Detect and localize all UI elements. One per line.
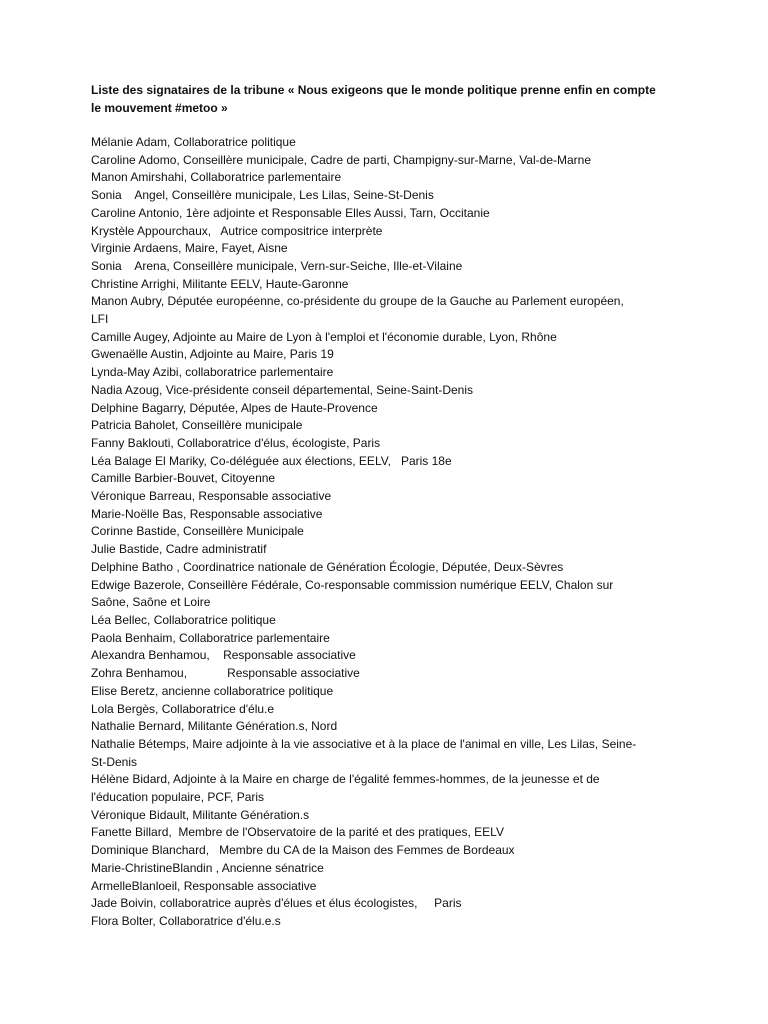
signatory-list [91, 134, 691, 931]
signatory-line: Sonia Arena, Conseillère municipale, Vern-sur-Seiche, Ille-et-Vilaine [91, 258, 463, 273]
signatory-line: Véronique Bidault, Militante Génération.s [91, 807, 310, 822]
signatory-line: Hélène Bidard, Adjointe à la Maire en charge de l'égalité femmes-hommes, de la jeunesse et de [91, 772, 600, 787]
signatory-line: St-Denis [91, 754, 138, 769]
spacer [91, 117, 691, 134]
signatory-line: Edwige Bazerole, Conseillère Fédérale, Co-responsable commission numérique EELV, Chalon sur [91, 577, 614, 592]
signatory-line: Corinne Bastide, Conseillère Municipale [91, 524, 304, 539]
signatory-line: Camille Barbier-Bouvet, Citoyenne [91, 471, 276, 486]
signatory-line: Caroline Antonio, 1ère adjointe et Responsable Elles Aussi, Tarn, Occitanie [91, 205, 490, 220]
signatory-line: Fanette Billard, Membre de l'Observatoire de la parité et des pratiques, EELV [91, 825, 504, 840]
document-page [91, 81, 691, 931]
signatory-line: Julie Bastide, Cadre administratif [91, 542, 267, 557]
signatory-line: Paola Benhaim, Collaboratrice parlementaire [91, 630, 330, 645]
signatory-line: Marie-ChristineBlandin , Ancienne sénatrice [91, 860, 324, 875]
signatory-line: Véronique Barreau, Responsable associative [91, 489, 332, 504]
signatory-line: Léa Bellec, Collaboratrice politique [91, 612, 276, 627]
signatory-line: Mélanie Adam, Collaboratrice politique [91, 135, 296, 149]
title-line-1: Liste des signataires de la tribune « Nous exigeons que le monde politique prenne enfin en compte [91, 83, 656, 97]
document-title [91, 81, 691, 117]
signatory-line: ArmelleBlanloeil, Responsable associative [91, 878, 317, 893]
signatory-line: Christine Arrighi, Militante EELV, Haute-Garonne [91, 276, 349, 291]
signatory-line: Manon Amirshahi, Collaboratrice parlementaire [91, 170, 342, 185]
signatory-line: Delphine Batho , Coordinatrice nationale de Génération Écologie, Députée, Deux-Sèvres [91, 559, 564, 574]
signatory-line: Lola Bergès, Collaboratrice d'élu.e [91, 701, 275, 716]
signatory-line: Gwenaëlle Austin, Adjointe au Maire, Paris 19 [91, 347, 334, 362]
signatory-line: Patricia Baholet, Conseillère municipale [91, 418, 303, 433]
signatory-line: Fanny Baklouti, Collaboratrice d'élus, écologiste, Paris [91, 435, 381, 450]
signatory-line: LFI [91, 312, 109, 327]
signatory-line: Manon Aubry, Députée européenne, co-présidente du groupe de la Gauche au Parlement européen, [91, 294, 624, 309]
signatory-line: Marie-Noëlle Bas, Responsable associative [91, 506, 323, 521]
signatory-line: Caroline Adomo, Conseillère municipale, Cadre de parti, Champigny-sur-Marne, Val-de-Marne [91, 152, 592, 167]
signatory-line: Dominique Blanchard, Membre du CA de la Maison des Femmes de Bordeaux [91, 843, 515, 858]
signatory-line: Lynda-May Azibi, collaboratrice parlementaire [91, 365, 334, 380]
signatory-line: Virginie Ardaens, Maire, Fayet, Aisne [91, 241, 288, 256]
signatory-line: Alexandra Benhamou, Responsable associative [91, 648, 356, 663]
signatory-line: Saône, Saône et Loire [91, 595, 211, 610]
signatory-line: Elise Beretz, ancienne collaboratrice politique [91, 683, 334, 698]
signatory-line: l'éducation populaire, PCF, Paris [91, 790, 265, 805]
signatory-line: Jade Boivin, collaboratrice auprès d'élues et élus écologistes, Paris [91, 896, 462, 911]
signatory-line: Krystèle Appourchaux, Autrice compositrice interprète [91, 223, 383, 238]
signatory-line: Nadia Azoug, Vice-présidente conseil départemental, Seine-Saint-Denis [91, 382, 474, 397]
title-line-2: le mouvement #metoo » [91, 101, 228, 115]
signatory-line: Léa Balage El Mariky, Co-déléguée aux élections, EELV, Paris 18e [91, 453, 452, 468]
signatory-line: Camille Augey, Adjointe au Maire de Lyon à l'emploi et l'économie durable, Lyon, Rhône [91, 329, 557, 344]
signatory-line: Zohra Benhamou, Responsable associative [91, 666, 360, 681]
signatory-line: Nathalie Bétemps, Maire adjointe à la vie associative et à la place de l'animal en ville, Les Lilas, Seine- [91, 736, 637, 751]
signatory-line: Nathalie Bernard, Militante Génération.s, Nord [91, 719, 338, 734]
signatory-line: Delphine Bagarry, Députée, Alpes de Haute-Provence [91, 400, 378, 415]
signatory-line: Flora Bolter, Collaboratrice d'élu.e.s [91, 913, 281, 928]
signatory-line: Sonia Angel, Conseillère municipale, Les Lilas, Seine-St-Denis [91, 188, 434, 203]
